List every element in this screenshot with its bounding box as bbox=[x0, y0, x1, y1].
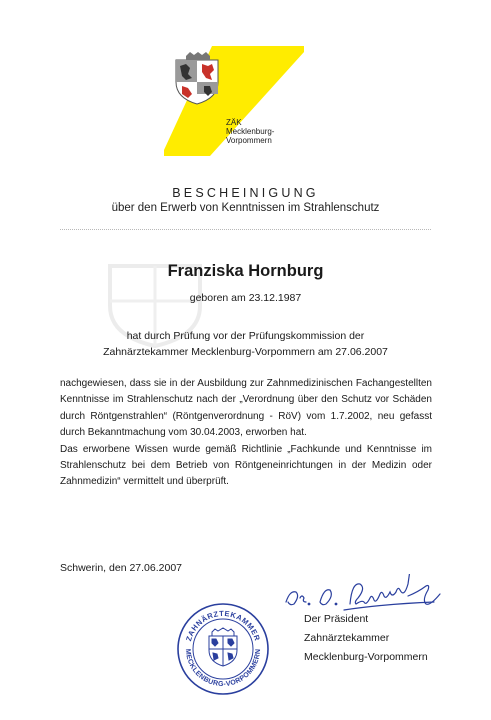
signer-block bbox=[304, 610, 444, 667]
body-line: Das erworbene Wissen wurde gemäß Richtlinie „Fachkunde und Kenntnisse im bbox=[60, 443, 432, 455]
body-line: Kenntnisse im Strahlenschutz nach der „Verordnung über den Schutz vor Schäden bbox=[60, 394, 432, 406]
exam-line-2: Zahnärztekammer Mecklenburg-Vorpommern am 27.06.2007 bbox=[103, 346, 388, 358]
coat-of-arms-icon bbox=[209, 628, 237, 666]
svg-text:MECKLENBURG-VORPOMMERN: MECKLENBURG-VORPOMMERN bbox=[183, 648, 263, 689]
logo-line-2: Mecklenburg- bbox=[226, 127, 275, 136]
signer-role: Der Präsident bbox=[304, 613, 369, 625]
certificate-subtitle: über den Erwerb von Kenntnissen im Strahlenschutz bbox=[111, 202, 380, 214]
body-line: durch Bekanntmachung vom 30.04.2003, erworben hat. bbox=[60, 427, 307, 439]
exam-line-1: hat durch Prüfung vor der Prüfungskommission der bbox=[126, 330, 365, 342]
signer-org-region: Mecklenburg-Vorpommern bbox=[304, 651, 428, 663]
logo-text bbox=[226, 118, 296, 145]
logo-line-3: Vorpommern bbox=[226, 136, 272, 145]
signer-org: Zahnärztekammer bbox=[304, 632, 390, 644]
coat-of-arms-icon bbox=[176, 52, 218, 104]
official-stamp bbox=[176, 602, 270, 696]
birth-date: geboren am 23.12.1987 bbox=[189, 292, 302, 304]
dotted-divider bbox=[60, 229, 431, 230]
svg-text:ZAHNÄRZTEKAMMER: ZAHNÄRZTEKAMMER bbox=[184, 608, 262, 643]
body-text bbox=[60, 376, 432, 491]
body-line: durch Röntgenstrahlen“ (Röntgenverordnung - RöV) vom 1.7.2002, neu gefasst bbox=[60, 410, 432, 422]
place-date: Schwerin, den 27.06.2007 bbox=[60, 562, 183, 574]
recipient-name: Franziska Hornburg bbox=[167, 262, 324, 280]
zaek-logo bbox=[164, 46, 304, 156]
body-line: nachgewiesen, dass sie in der Ausbildung zur Zahnmedizinischen Fachangestellten bbox=[60, 378, 432, 389]
body-line: Zahnmedizin“ vermittelt und überprüft. bbox=[60, 476, 229, 488]
certificate-title: BESCHEINIGUNG bbox=[172, 186, 319, 200]
logo-line-1: ZÄK bbox=[226, 118, 242, 127]
body-line: Strahlenschutz bei dem Betrieb von Röntgeneinrichtungen in der Medizin oder bbox=[60, 460, 432, 472]
